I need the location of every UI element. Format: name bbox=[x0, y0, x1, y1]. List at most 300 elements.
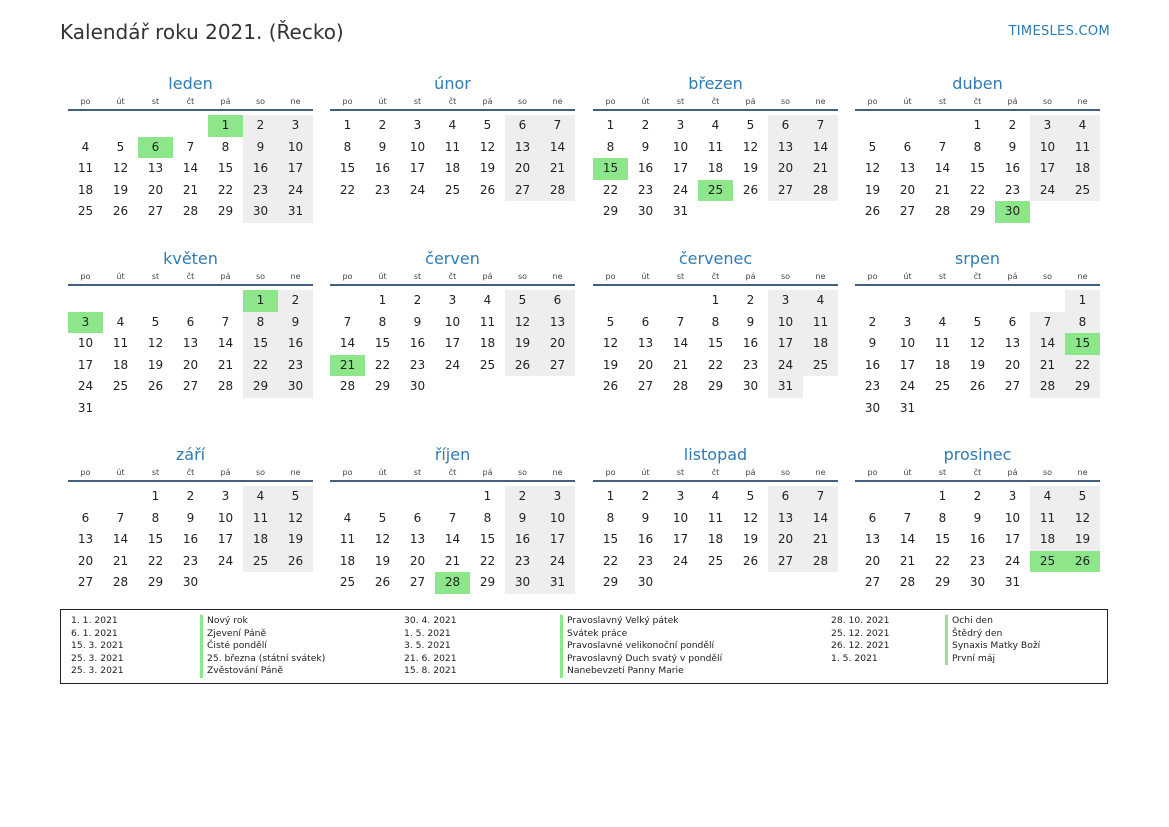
day-cell: 23 bbox=[374, 182, 391, 197]
day-cell: 23 bbox=[505, 551, 540, 573]
day-cell: 21 bbox=[1030, 355, 1065, 377]
holiday-dates-col-2 bbox=[404, 615, 457, 678]
day-cell: 31 bbox=[899, 400, 916, 415]
day-cell: 2 bbox=[641, 118, 650, 132]
weekday-label: pá bbox=[220, 272, 231, 281]
holiday-date: 1. 5. 2021 bbox=[831, 652, 878, 664]
holiday-day-cell: 15 bbox=[593, 158, 628, 180]
empty-cell bbox=[68, 115, 103, 137]
day-cell: 14 bbox=[339, 336, 356, 350]
month-4 bbox=[855, 72, 1100, 223]
holiday-name: Pravoslavný Duch svatý v pondělí bbox=[560, 653, 722, 666]
day-cell: 6 bbox=[768, 486, 803, 508]
holiday-date: 26. 12. 2021 bbox=[831, 640, 890, 652]
weekday-label: po bbox=[867, 468, 878, 477]
weekday-label: st bbox=[151, 272, 160, 281]
holiday-day-cell: 15 bbox=[1065, 333, 1100, 355]
day-cell: 8 bbox=[243, 312, 278, 334]
weekday-label: po bbox=[605, 468, 616, 477]
month-7 bbox=[593, 247, 838, 398]
holiday-dates-col-1 bbox=[71, 615, 124, 678]
day-cell: 24 bbox=[217, 553, 234, 568]
day-cell: 20 bbox=[768, 529, 803, 551]
holiday-date: 1. 5. 2021 bbox=[404, 627, 451, 639]
day-cell: 30 bbox=[505, 572, 540, 594]
day-cell: 29 bbox=[969, 204, 986, 218]
day-cell: 21 bbox=[444, 553, 461, 568]
day-cell: 21 bbox=[899, 553, 916, 568]
day-cell: 23 bbox=[243, 180, 278, 202]
day-cell: 30 bbox=[182, 575, 199, 589]
day-cell: 17 bbox=[1030, 158, 1065, 180]
day-cell: 12 bbox=[147, 336, 164, 350]
day-cell: 8 bbox=[483, 510, 492, 525]
day-cell: 9 bbox=[505, 508, 540, 530]
weekday-label: čt bbox=[186, 97, 195, 106]
day-cell: 9 bbox=[413, 314, 422, 329]
day-cell: 14 bbox=[803, 508, 838, 530]
holiday-day-cell: 28 bbox=[435, 572, 470, 594]
empty-cell bbox=[68, 290, 103, 312]
weekday-label: út bbox=[116, 468, 125, 477]
day-cell: 4 bbox=[711, 489, 720, 503]
day-cell: 2 bbox=[505, 486, 540, 508]
day-cell: 24 bbox=[1004, 553, 1021, 568]
month-10 bbox=[330, 443, 575, 594]
day-cell: 6 bbox=[903, 139, 912, 154]
empty-cell bbox=[138, 290, 173, 312]
day-cell: 30 bbox=[637, 575, 654, 589]
month-5 bbox=[68, 247, 313, 419]
weekday-label: čt bbox=[448, 468, 457, 477]
day-cell: 18 bbox=[934, 357, 951, 372]
day-cell: 27 bbox=[147, 204, 164, 218]
weekday-header bbox=[593, 271, 838, 286]
day-cell: 18 bbox=[479, 336, 496, 350]
page-title: Kalendář roku 2021. (Řecko) bbox=[60, 20, 344, 44]
empty-cell bbox=[593, 290, 628, 312]
day-cell: 11 bbox=[707, 139, 724, 154]
day-cell: 14 bbox=[182, 161, 199, 175]
day-cell: 20 bbox=[899, 182, 916, 197]
month-name: leden bbox=[168, 74, 213, 93]
day-cell: 16 bbox=[742, 336, 759, 350]
holiday-date: 6. 1. 2021 bbox=[71, 627, 118, 639]
day-cell: 18 bbox=[803, 333, 838, 355]
empty-cell bbox=[103, 290, 138, 312]
weekday-header bbox=[593, 96, 838, 111]
day-cell: 13 bbox=[768, 508, 803, 530]
day-cell: 13 bbox=[864, 532, 881, 546]
weekday-label: čt bbox=[186, 468, 195, 477]
day-cell: 30 bbox=[864, 400, 881, 415]
holiday-name: Zvěstování Páně bbox=[200, 665, 325, 678]
holiday-day-cell: 1 bbox=[208, 115, 243, 137]
day-cell: 7 bbox=[1030, 312, 1065, 334]
day-cell: 7 bbox=[803, 486, 838, 508]
holiday-name: Zjevení Páně bbox=[200, 628, 325, 641]
weekday-label: so bbox=[1042, 97, 1053, 106]
day-cell: 3 bbox=[768, 290, 803, 312]
weekday-label: pá bbox=[482, 468, 493, 477]
day-cell: 10 bbox=[409, 139, 426, 154]
day-cell: 22 bbox=[243, 355, 278, 377]
day-cell: 6 bbox=[768, 115, 803, 137]
day-cell: 18 bbox=[1030, 529, 1065, 551]
day-cell: 8 bbox=[221, 139, 230, 154]
day-cell: 14 bbox=[899, 532, 916, 546]
day-cell: 6 bbox=[540, 290, 575, 312]
day-cell: 26 bbox=[969, 379, 986, 393]
day-cell: 27 bbox=[1004, 379, 1021, 393]
day-cell: 13 bbox=[77, 532, 94, 546]
day-cell: 12 bbox=[278, 508, 313, 530]
weekday-label: ne bbox=[1077, 468, 1088, 477]
weekday-label: po bbox=[867, 97, 878, 106]
day-cell: 15 bbox=[374, 336, 391, 350]
day-cell: 30 bbox=[742, 379, 759, 393]
day-cell: 22 bbox=[217, 182, 234, 197]
day-cell: 20 bbox=[1004, 357, 1021, 372]
day-cell: 27 bbox=[864, 575, 881, 589]
day-cell: 13 bbox=[1004, 336, 1021, 350]
day-cell: 26 bbox=[505, 355, 540, 377]
day-cell: 9 bbox=[243, 137, 278, 159]
day-cell: 28 bbox=[182, 204, 199, 218]
day-grid bbox=[593, 486, 838, 594]
day-cell: 31 bbox=[540, 572, 575, 594]
day-cell: 9 bbox=[746, 314, 755, 329]
day-cell: 13 bbox=[409, 532, 426, 546]
weekday-label: so bbox=[1042, 272, 1053, 281]
weekday-label: ne bbox=[290, 272, 301, 281]
day-cell: 14 bbox=[540, 137, 575, 159]
day-cell: 12 bbox=[742, 139, 759, 154]
day-cell: 8 bbox=[343, 139, 352, 154]
day-cell: 22 bbox=[1065, 355, 1100, 377]
weekday-label: čt bbox=[711, 97, 720, 106]
day-cell: 4 bbox=[483, 293, 492, 307]
day-cell: 15 bbox=[479, 532, 496, 546]
day-cell: 11 bbox=[934, 336, 951, 350]
day-cell: 29 bbox=[479, 575, 496, 589]
holiday-name: Ochi den bbox=[945, 615, 1040, 628]
weekday-label: st bbox=[938, 272, 947, 281]
weekday-header bbox=[68, 467, 313, 482]
day-cell: 18 bbox=[707, 532, 724, 546]
day-cell: 5 bbox=[151, 314, 160, 329]
day-cell: 18 bbox=[77, 182, 94, 197]
day-cell: 10 bbox=[278, 137, 313, 159]
weekday-label: út bbox=[641, 272, 650, 281]
day-cell: 19 bbox=[374, 553, 391, 568]
day-cell: 4 bbox=[1030, 486, 1065, 508]
day-cell: 28 bbox=[803, 551, 838, 573]
day-cell: 15 bbox=[969, 161, 986, 175]
day-cell: 17 bbox=[409, 161, 426, 175]
day-cell: 29 bbox=[707, 379, 724, 393]
day-cell: 24 bbox=[899, 379, 916, 393]
holiday-name: Svátek práce bbox=[560, 628, 722, 641]
day-cell: 5 bbox=[973, 314, 982, 329]
day-cell: 2 bbox=[973, 489, 982, 503]
day-cell: 23 bbox=[637, 553, 654, 568]
day-cell: 28 bbox=[899, 575, 916, 589]
weekday-label: so bbox=[255, 468, 266, 477]
day-cell: 30 bbox=[409, 379, 426, 393]
day-cell: 23 bbox=[864, 379, 881, 393]
day-cell: 7 bbox=[540, 115, 575, 137]
day-cell: 6 bbox=[505, 115, 540, 137]
day-cell: 28 bbox=[934, 204, 951, 218]
day-cell: 20 bbox=[637, 357, 654, 372]
day-cell: 24 bbox=[1030, 180, 1065, 202]
day-cell: 20 bbox=[864, 553, 881, 568]
month-name: duben bbox=[952, 74, 1003, 93]
weekday-label: čt bbox=[448, 97, 457, 106]
day-cell: 27 bbox=[637, 379, 654, 393]
day-cell: 22 bbox=[479, 553, 496, 568]
weekday-label: po bbox=[342, 468, 353, 477]
day-cell: 21 bbox=[672, 357, 689, 372]
day-cell: 29 bbox=[934, 575, 951, 589]
weekday-label: st bbox=[413, 468, 422, 477]
day-cell: 20 bbox=[409, 553, 426, 568]
weekday-label: so bbox=[780, 468, 791, 477]
day-cell: 29 bbox=[217, 204, 234, 218]
day-cell: 19 bbox=[742, 161, 759, 175]
day-cell: 5 bbox=[278, 486, 313, 508]
holiday-dates-col-3 bbox=[831, 615, 889, 665]
day-cell: 7 bbox=[343, 314, 352, 329]
weekday-label: st bbox=[938, 97, 947, 106]
day-cell: 14 bbox=[217, 336, 234, 350]
day-cell: 10 bbox=[768, 312, 803, 334]
day-cell: 19 bbox=[969, 357, 986, 372]
day-cell: 26 bbox=[112, 204, 129, 218]
empty-cell bbox=[435, 486, 470, 508]
weekday-label: út bbox=[378, 272, 387, 281]
site-link[interactable]: TIMESLES.COM bbox=[1008, 24, 1110, 39]
day-cell: 26 bbox=[374, 575, 391, 589]
weekday-label: út bbox=[116, 272, 125, 281]
day-cell: 8 bbox=[973, 139, 982, 154]
weekday-label: st bbox=[151, 97, 160, 106]
day-cell: 15 bbox=[339, 161, 356, 175]
day-cell: 16 bbox=[374, 161, 391, 175]
weekday-label: pá bbox=[1007, 97, 1018, 106]
day-grid bbox=[593, 115, 838, 223]
day-cell: 15 bbox=[147, 532, 164, 546]
day-cell: 13 bbox=[768, 137, 803, 159]
weekday-label: ne bbox=[290, 97, 301, 106]
day-cell: 11 bbox=[707, 510, 724, 525]
day-cell: 17 bbox=[444, 336, 461, 350]
day-cell: 12 bbox=[864, 161, 881, 175]
weekday-label: st bbox=[151, 468, 160, 477]
day-cell: 3 bbox=[1008, 489, 1017, 503]
weekday-label: so bbox=[517, 468, 528, 477]
day-cell: 26 bbox=[742, 182, 759, 197]
empty-cell bbox=[628, 290, 663, 312]
day-cell: 21 bbox=[182, 182, 199, 197]
day-cell: 27 bbox=[505, 180, 540, 202]
day-cell: 23 bbox=[637, 182, 654, 197]
day-cell: 25 bbox=[444, 182, 461, 197]
day-cell: 27 bbox=[899, 204, 916, 218]
day-cell: 11 bbox=[1030, 508, 1065, 530]
day-cell: 25 bbox=[339, 575, 356, 589]
day-cell: 29 bbox=[602, 575, 619, 589]
weekday-label: pá bbox=[220, 97, 231, 106]
day-cell: 18 bbox=[444, 161, 461, 175]
weekday-label: st bbox=[413, 272, 422, 281]
weekday-label: po bbox=[80, 97, 91, 106]
day-cell: 22 bbox=[707, 357, 724, 372]
holiday-day-cell: 25 bbox=[698, 180, 733, 202]
month-6 bbox=[330, 247, 575, 398]
holiday-name: Pravoslavný Velký pátek bbox=[560, 615, 722, 628]
weekday-label: po bbox=[605, 97, 616, 106]
empty-cell bbox=[925, 290, 960, 312]
holiday-date: 21. 6. 2021 bbox=[404, 652, 457, 664]
day-cell: 20 bbox=[505, 158, 540, 180]
day-cell: 17 bbox=[672, 532, 689, 546]
day-cell: 16 bbox=[864, 357, 881, 372]
day-cell: 5 bbox=[483, 118, 492, 132]
day-cell: 3 bbox=[676, 489, 685, 503]
day-cell: 17 bbox=[768, 333, 803, 355]
day-cell: 1 bbox=[973, 118, 982, 132]
day-cell: 1 bbox=[606, 489, 615, 503]
day-grid bbox=[68, 290, 313, 419]
day-cell: 15 bbox=[217, 161, 234, 175]
day-cell: 11 bbox=[243, 508, 278, 530]
day-cell: 14 bbox=[112, 532, 129, 546]
day-cell: 23 bbox=[969, 553, 986, 568]
day-cell: 21 bbox=[803, 158, 838, 180]
holiday-names-col-3 bbox=[945, 615, 1040, 665]
holiday-name: Pravoslavné velikonoční pondělí bbox=[560, 640, 722, 653]
day-cell: 6 bbox=[186, 314, 195, 329]
day-cell: 15 bbox=[602, 532, 619, 546]
holiday-day-cell: 21 bbox=[330, 355, 365, 377]
day-cell: 28 bbox=[672, 379, 689, 393]
day-cell: 4 bbox=[81, 139, 90, 154]
day-cell: 5 bbox=[378, 510, 387, 525]
empty-cell bbox=[855, 486, 890, 508]
day-cell: 21 bbox=[217, 357, 234, 372]
empty-cell bbox=[138, 115, 173, 137]
day-cell: 5 bbox=[746, 489, 755, 503]
day-cell: 9 bbox=[641, 510, 650, 525]
day-cell: 9 bbox=[868, 336, 877, 350]
day-cell: 9 bbox=[1008, 139, 1017, 154]
day-cell: 12 bbox=[112, 161, 129, 175]
weekday-label: so bbox=[1042, 468, 1053, 477]
day-cell: 19 bbox=[742, 532, 759, 546]
day-cell: 16 bbox=[969, 532, 986, 546]
day-cell: 25 bbox=[479, 357, 496, 372]
weekday-label: st bbox=[938, 468, 947, 477]
holiday-list bbox=[60, 609, 1108, 684]
day-cell: 22 bbox=[602, 182, 619, 197]
day-cell: 2 bbox=[641, 489, 650, 503]
day-cell: 3 bbox=[540, 486, 575, 508]
day-cell: 24 bbox=[540, 551, 575, 573]
day-cell: 24 bbox=[768, 355, 803, 377]
day-cell: 4 bbox=[448, 118, 457, 132]
day-cell: 8 bbox=[606, 510, 615, 525]
empty-cell bbox=[663, 290, 698, 312]
weekday-label: ne bbox=[290, 468, 301, 477]
day-cell: 26 bbox=[864, 204, 881, 218]
day-cell: 5 bbox=[868, 139, 877, 154]
holiday-name: První máj bbox=[945, 653, 1040, 666]
day-cell: 2 bbox=[868, 314, 877, 329]
day-cell: 10 bbox=[217, 510, 234, 525]
day-cell: 2 bbox=[186, 489, 195, 503]
day-cell: 11 bbox=[339, 532, 356, 546]
day-cell: 16 bbox=[505, 529, 540, 551]
weekday-label: po bbox=[867, 272, 878, 281]
day-cell: 28 bbox=[112, 575, 129, 589]
day-cell: 16 bbox=[409, 336, 426, 350]
day-cell: 10 bbox=[672, 510, 689, 525]
holiday-day-cell: 25 bbox=[1030, 551, 1065, 573]
weekday-label: ne bbox=[815, 97, 826, 106]
day-cell: 4 bbox=[116, 314, 125, 329]
day-cell: 24 bbox=[409, 182, 426, 197]
day-cell: 28 bbox=[217, 379, 234, 393]
day-cell: 3 bbox=[903, 314, 912, 329]
weekday-label: út bbox=[641, 97, 650, 106]
empty-cell bbox=[995, 290, 1030, 312]
weekday-label: po bbox=[605, 272, 616, 281]
day-grid bbox=[855, 115, 1100, 223]
day-cell: 31 bbox=[672, 204, 689, 218]
empty-cell bbox=[330, 486, 365, 508]
day-cell: 3 bbox=[676, 118, 685, 132]
day-cell: 6 bbox=[413, 510, 422, 525]
weekday-label: čt bbox=[448, 272, 457, 281]
day-cell: 2 bbox=[378, 118, 387, 132]
holiday-name: Čisté pondělí bbox=[200, 640, 325, 653]
weekday-header bbox=[330, 467, 575, 482]
day-cell: 24 bbox=[278, 180, 313, 202]
weekday-label: ne bbox=[815, 468, 826, 477]
weekday-label: út bbox=[378, 468, 387, 477]
holiday-date: 25. 12. 2021 bbox=[831, 627, 890, 639]
weekday-label: pá bbox=[220, 468, 231, 477]
day-cell: 16 bbox=[1004, 161, 1021, 175]
day-cell: 14 bbox=[1030, 333, 1065, 355]
day-cell: 13 bbox=[147, 161, 164, 175]
day-grid bbox=[68, 486, 313, 594]
day-cell: 2 bbox=[413, 293, 422, 307]
holiday-date: 28. 10. 2021 bbox=[831, 615, 890, 626]
day-cell: 1 bbox=[378, 293, 387, 307]
weekday-label: ne bbox=[1077, 272, 1088, 281]
day-cell: 23 bbox=[409, 357, 426, 372]
day-cell: 10 bbox=[899, 336, 916, 350]
day-grid bbox=[330, 486, 575, 594]
holiday-name: Nový rok bbox=[200, 615, 325, 628]
day-cell: 24 bbox=[77, 379, 94, 393]
empty-cell bbox=[68, 486, 103, 508]
day-cell: 17 bbox=[1004, 532, 1021, 546]
weekday-label: pá bbox=[745, 468, 756, 477]
